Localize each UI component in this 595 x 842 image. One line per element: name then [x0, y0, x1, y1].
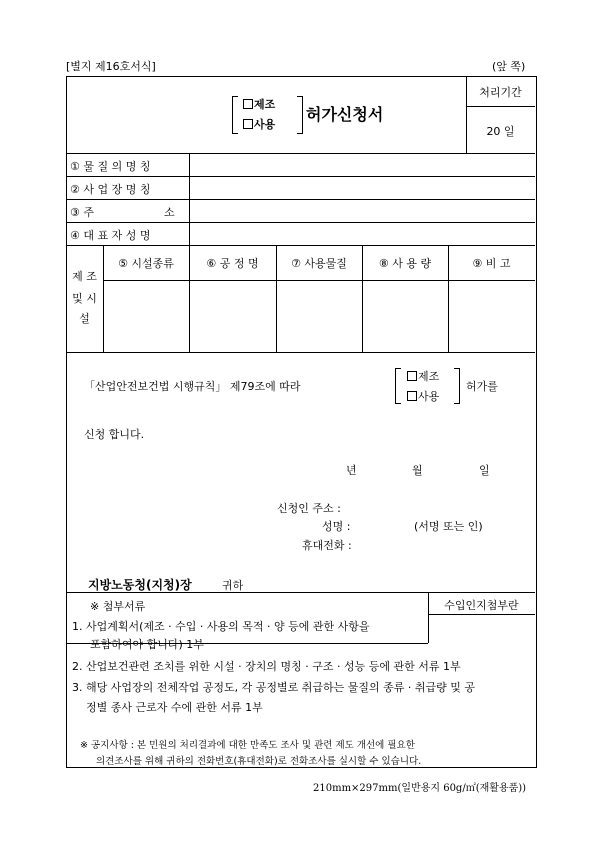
attachment-item-3: 3. 해당 사업장의 전체작업 공정도, 각 공정별로 취급하는 물질의 종류 · 취급량 및 공 [72, 681, 475, 694]
workplace-name-label: ② 사 업 장 명 칭 [70, 183, 151, 196]
page-title: 허가신청서 [306, 105, 384, 124]
substance-used-cell[interactable] [278, 282, 360, 350]
process-name-cell[interactable] [191, 282, 274, 350]
processing-label: 처리기간 [479, 86, 522, 99]
page-side: (앞 쪽) [492, 60, 526, 73]
date-month: 월 [412, 464, 423, 477]
column-facility-type: ⑤ 시설종류 [118, 257, 174, 270]
facility-side-label-1: 제 조 [72, 270, 97, 283]
apply-text: 신청 합니다. [84, 428, 145, 441]
remarks-cell[interactable] [450, 282, 533, 350]
stamp-area-label: 수입인지첨부란 [444, 599, 519, 612]
attachment-item-3-cont: 정별 종사 근로자 수에 관한 서류 1부 [86, 701, 263, 714]
applicant-address-label: 신청인 주소 : [277, 502, 341, 515]
representative-label: ④ 대 표 자 성 명 [70, 229, 151, 242]
workplace-name-field[interactable] [192, 178, 532, 197]
signature-label: (서명 또는 인) [414, 520, 483, 533]
notice-line-2: 의견조사를 위해 귀하의 전화번호(휴대전화)로 전화조사를 실시할 수 있습니다. [96, 756, 422, 767]
legal-basis: 「산업안전보건법 시행규칙」 제79조에 따라 [84, 380, 301, 393]
applicant-name-label: 성명 : [322, 520, 351, 533]
column-process-name: ⑥ 공 정 명 [206, 257, 259, 270]
column-remarks: ⑨ 비 고 [472, 257, 511, 270]
option-manufacture[interactable]: 제조 [407, 368, 439, 384]
substance-name-label: ① 물 질 의 명 칭 [70, 160, 151, 173]
address-label-suffix: 소 [164, 206, 175, 219]
attachment-item-1-cont: 포함하여야 합니다) 1부 [90, 638, 204, 651]
attachment-item-1: 1. 사업계획서(제조 · 수입 · 사용의 목적 · 양 등에 관한 사항을 [72, 620, 370, 633]
column-substance-used: ⑦ 사용물질 [291, 257, 347, 270]
title-option-manufacture[interactable]: 제조 [243, 96, 275, 112]
stamp-area[interactable] [430, 616, 533, 641]
date-day: 일 [479, 464, 490, 477]
applicant-phone-label: 휴대전화 : [302, 539, 352, 552]
recipient-suffix: 귀하 [222, 579, 244, 592]
facility-side-label-2: 및 시 [72, 292, 97, 305]
date-year: 년 [346, 464, 357, 477]
checkbox-icon [407, 391, 417, 401]
facility-type-cell[interactable] [105, 282, 188, 350]
attachment-item-2: 2. 산업보건관련 조치를 위한 시설 · 장치의 명칭 · 구조 · 성능 등에 관한 서류 1부 [72, 660, 461, 673]
processing-value: 20 일 [486, 125, 515, 138]
attachments-heading: ※ 첨부서류 [90, 600, 146, 613]
recipient: 지방노동청(지청)장 [88, 578, 192, 592]
notice-line-1: ※ 공지사항 : 본 민원의 처리결과에 대한 만족도 조사 및 관련 제도 개선에 필요한 [80, 740, 415, 751]
option-use[interactable]: 사용 [407, 388, 439, 404]
facility-side-label-3: 설 [79, 312, 90, 325]
title-option-use[interactable]: 사용 [243, 116, 275, 132]
title-bracket-left [232, 96, 238, 134]
checkbox-icon [407, 371, 417, 381]
form-number: [별지 제16호서식] [66, 60, 156, 73]
title-bracket-right [297, 96, 303, 134]
column-usage-amount: ⑧ 사 용 량 [378, 257, 432, 270]
substance-name-field[interactable] [192, 155, 532, 174]
address-field[interactable] [192, 201, 532, 220]
representative-field[interactable] [192, 224, 532, 243]
paper-spec: 210mm×297mm(일반용지 60g/㎡(재활용품)) [313, 783, 527, 794]
usage-amount-cell[interactable] [364, 282, 446, 350]
checkbox-icon [243, 99, 253, 109]
address-label: ③ 주 [70, 206, 94, 219]
checkbox-icon [243, 119, 253, 129]
permit-text: 허가를 [466, 380, 498, 393]
